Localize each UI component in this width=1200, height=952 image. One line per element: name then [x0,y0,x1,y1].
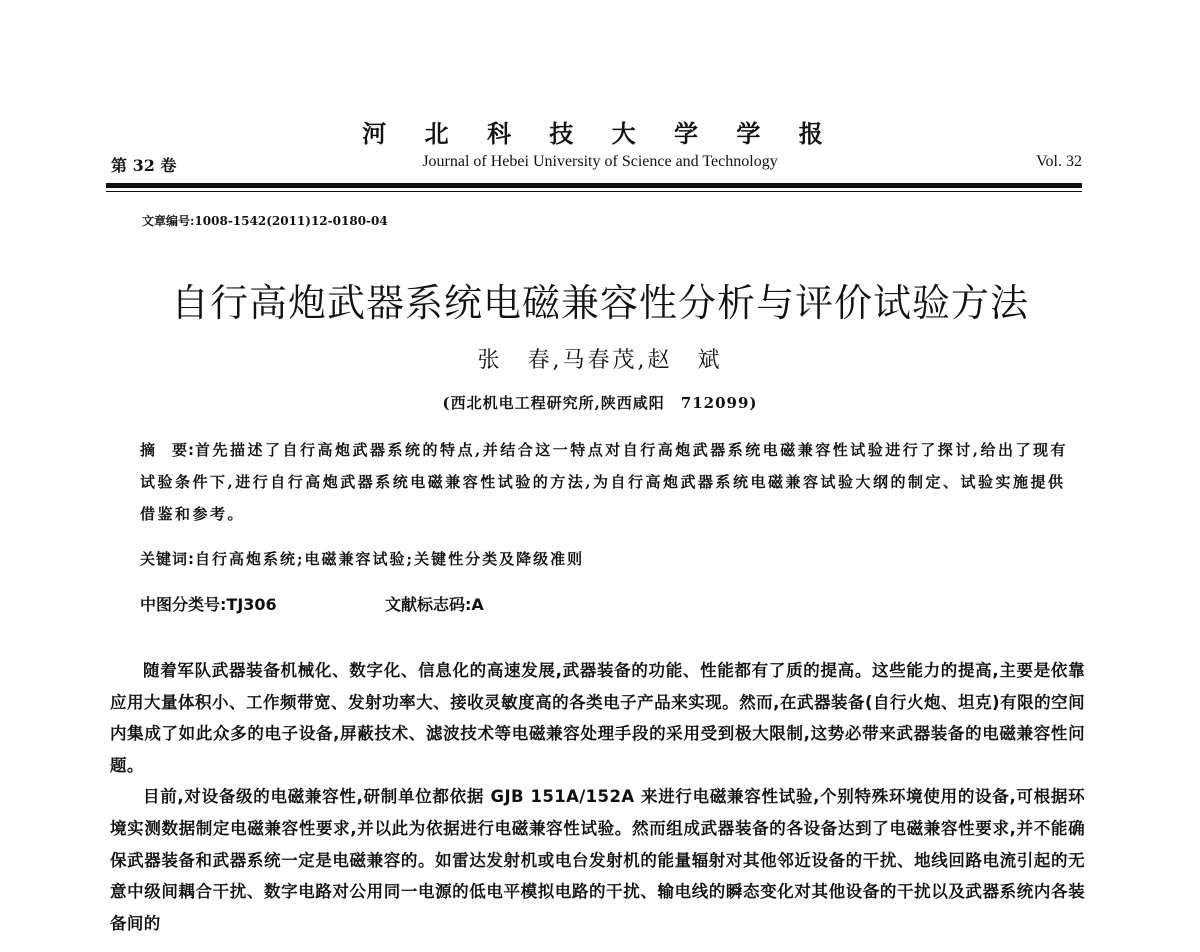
article-number: 文章编号:1008-1542(2011)12-0180-04 [142,214,388,228]
abstract-text: 首先描述了自行高炮武器系统的特点,并结合这一特点对自行高炮武器系统电磁兼容性试验进行了探讨,给出了现有试验条件下,进行自行高炮武器系统电磁兼容性试验的方法,为自行高炮武器系统电磁兼容试验大纲的制定、试验实施提供借鉴和参考。 [140,441,1068,523]
classification-number [140,592,277,615]
document-code-label: 文献标志码: [385,595,472,614]
body-text [110,655,1085,939]
classification-label: 中图分类号: [140,595,227,614]
header-rule-thin [106,191,1082,192]
body-paragraph: 随着军队武器装备机械化、数字化、信息化的高速发展,武器装备的功能、性能都有了质的提高。这些能力的提高,主要是依靠应用大量体积小、工作频带宽、发射功率大、接收灵敏度高的各类电子产品来实现。然而,在武器装备(自行火炮、坦克)有限的空间内集成了如此众多的电子设备,屏蔽技术、滤波技术等电磁兼容处理手段的采用受到极大限制,这势必带来武器装备的电磁兼容性问题。 [110,661,1085,775]
volume-en: Vol. 32 [1036,153,1082,170]
keywords-text: 自行高炮系统;电磁兼容试验;关键性分类及降级准则 [195,550,585,568]
volume-cn: 第 32 卷 [111,156,177,175]
body-paragraph: 目前,对设备级的电磁兼容性,研制单位都依据 GJB 151A/152A 来进行电磁兼容性试验,个别特殊环境使用的设备,可根据环境实测数据制定电磁兼容性要求,并以此为依据进行电磁兼容性试验。然而组成武器装备的各设备达到了电磁兼容性要求,并不能确保武器装备和武器系统一定是电磁兼容的。如雷达发射机或电台发射机的能量辐射对其他邻近设备的干扰、地线回路电流引起的无意中级间耦合干扰、数字电路对公用同一电源的低电平模拟电路的干扰、输电线的瞬态变化对其他设备的干扰以及武器系统内各装备间的 [110,787,1085,933]
abstract [140,434,1080,530]
document-code-value: A [471,595,484,614]
header-rule-thick [106,183,1082,188]
article-title: 自行高炮武器系统电磁兼容性分析与评价试验方法 [170,281,1029,325]
journal-title-cn: 河 北 科 技 大 学 学 报 [362,119,838,148]
keywords-label: 关键词: [140,550,195,568]
journal-title-en: Journal of Hebei University of Science and Technology [422,153,778,170]
keywords [140,548,584,569]
article-authors: 张 春,马春茂,赵 斌 [477,348,723,373]
author-affiliation: (西北机电工程研究所,陕西咸阳 712099) [442,394,758,412]
document-code [385,592,484,615]
classification-value: TJ306 [226,595,277,614]
abstract-label: 摘 要: [140,441,195,459]
